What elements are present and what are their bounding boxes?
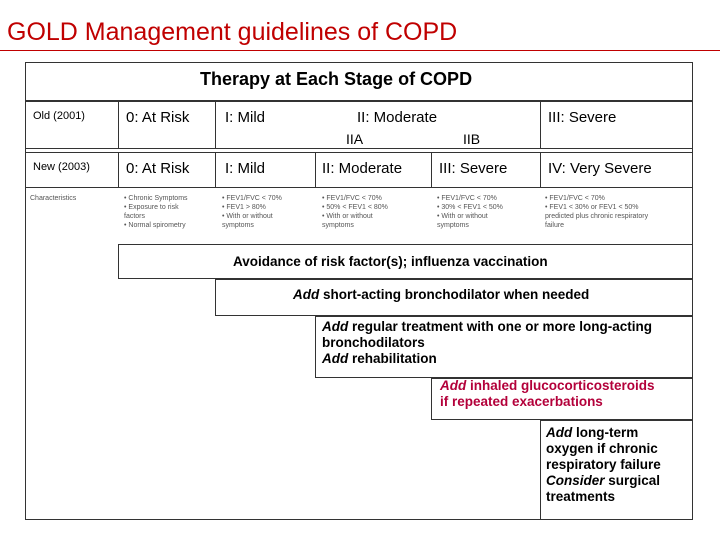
characteristics-stage-1: • FEV1/FVC < 70% • FEV1 > 80% • With or without symptoms	[222, 195, 282, 229]
slide-title: GOLD Management guidelines of COPD	[7, 18, 458, 46]
new-sep-3	[315, 152, 316, 188]
table-title: Therapy at Each Stage of COPD	[200, 69, 473, 89]
new-stage-1: I: Mild	[225, 160, 266, 177]
old-stage-2b: IIB	[463, 131, 481, 147]
characteristics-stage-0: • Chronic Symptoms • Exposure to risk factors • Normal spirometry	[124, 195, 188, 229]
characteristics-stage-3: • FEV1/FVC < 70% • 30% < FEV1 < 50% • With or without symptoms	[437, 195, 503, 229]
new-sep-2	[215, 152, 216, 188]
characteristics-label: Characteristics	[30, 195, 77, 202]
long-acting-text: Add regular treatment with one or more long-acting bronchodilators Add rehabilitation	[322, 319, 653, 366]
old-stage-3: III: Severe	[548, 109, 617, 126]
new-row-label: New (2003)	[33, 161, 90, 173]
new-stage-4: IV: Very Severe	[548, 160, 652, 177]
old-stage-2a: IIA	[346, 131, 364, 147]
title-underline	[0, 50, 720, 51]
new-sep-1	[118, 152, 119, 188]
new-stage-0: 0: At Risk	[126, 160, 190, 177]
characteristics-stage-4: • FEV1/FVC < 70% • FEV1 < 30% or FEV1 < 50% predicted plus chronic respiratory failure	[545, 195, 649, 229]
new-stage-3: III: Severe	[439, 160, 508, 177]
old-sep-3	[540, 101, 541, 149]
new-sep-5	[540, 152, 541, 188]
old-sep-1	[118, 101, 119, 149]
old-sep-2	[215, 101, 216, 149]
ics-text: Add inhaled glucocorticosteroids if repeated exacerbations	[440, 378, 655, 409]
old-stage-1: I: Mild	[225, 109, 266, 126]
new-stage-2: II: Moderate	[322, 160, 403, 177]
new-sep-4	[431, 152, 432, 188]
old-row-label: Old (2001)	[33, 110, 85, 122]
avoidance-text: Avoidance of risk factor(s); influenza vaccination	[233, 254, 548, 269]
oxygen-text: Add long-term oxygen if chronic respiratory failure Consider surgical treatments	[546, 425, 661, 504]
old-stage-2: II: Moderate	[357, 109, 438, 126]
characteristics-stage-2: • FEV1/FVC < 70% • 50% < FEV1 < 80% • With or without symptoms	[322, 195, 388, 229]
old-stage-0: 0: At Risk	[126, 109, 190, 126]
short-acting-text: Add short-acting bronchodilator when needed	[293, 287, 590, 302]
